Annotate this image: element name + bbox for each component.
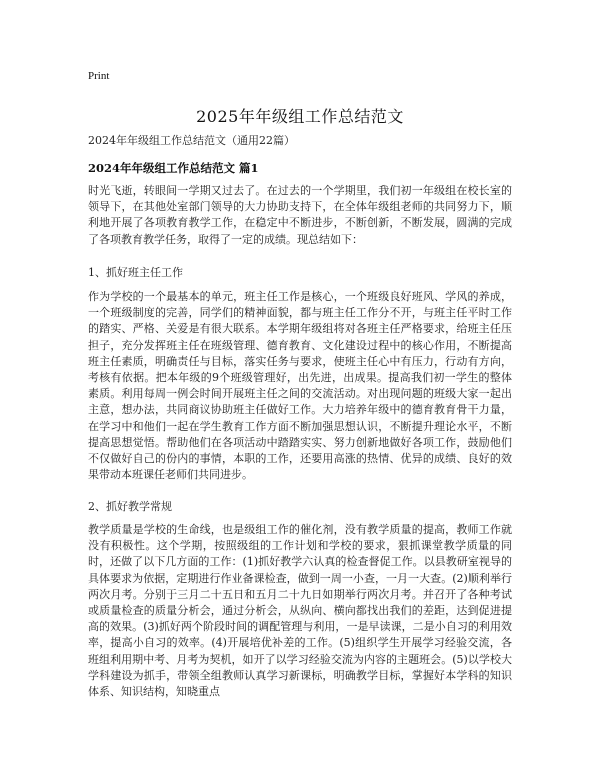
document-subtitle: 2024年年级组工作总结范文（通用22篇） [88, 134, 295, 147]
heading-class-work: 1、抓好班主任工作 [88, 266, 183, 279]
page-title: 2025年年级组工作总结范文 [196, 107, 404, 126]
intro-paragraph: 时光飞逝，转眼间一学期又过去了。在过去的一个学期里，我们初一年级组在校长室的领导下，在其他处室部门领导的大力协助支持下，在全体年级组老师的共同努力下，顺利地开展了各项教育教学工作，在稳定中不断进步，不断创新，不断发展，圆满的完成了各项教育教学任务，取得了一定的成绩。现总结如下： [88, 184, 512, 246]
print-link[interactable]: Print [88, 70, 110, 82]
class-work-paragraph: 作为学校的一个最基本的单元，班主任工作是核心，一个班级良好班风、学风的养成，一个班级制度的完善，同学们的精神面貌，都与班主任工作分不开，与班主任平时工作的踏实、严格、关爱是有很大联系。本学期年级组将对各班主任严格要求，给班主任压担子，充分发挥班主任在班级管理、德育教育、文化建设过程中的核心作用，不断提高班主任素质，明确责任与目标，落实任务与要求，使班主任心中有压力，行动有方向，考核有依据。把本年级的9个班级管理好，出先进，出成果。提高我们初一学生的整体素质。利用每周一例会时间开展班主任之间的交流活动。对出现问题的班级大家一起出主意，想办法，共同商议协助班主任做好工作。大力培养年级中的德育教育骨干力量，在学习中和他们一起在学生教育工作方面不断加强思想认识，不断提升理论水平，不断提高思想觉悟。帮助他们在各项活动中踏踏实实、努力创新地做好各项工作，鼓励他们不仅做好自己的份内的事情，本职的工作，还要用高涨的热情、优异的成绩、良好的效果带动本班课任老师们共同进步。 [88, 290, 512, 482]
section-heading: 2024年年级组工作总结范文 篇1 [88, 161, 259, 175]
teaching-paragraph: 教学质量是学校的生命线，也是级组工作的催化剂，没有教学质量的提高，教师工作就没有积极性。这个学期，按照级组的工作计划和学校的要求，狠抓课堂教学质量的同时，还做了以下几方面的工作：(1)抓好教学六认真的检查督促工作。以县教研室视导的具体要求为依据，定期进行作业备课检查，做到一周一小查，一月一大查。(2)顺利举行两次月考。分别于三月二十五日和五月二十九日如期举行两次月考。并召开了各种考试或质量检查的质量分析会，通过分析会，从纵向、横向都找出我们的差距，达到促进提高的效果。(3)抓好两个阶段时间的调配管理与利用，一是早读课，二是小自习的利用效率，提高小自习的效率。(4)开展培优补差的工作。(5)组织学生开展学习经验交流，各班组利用期中考、月考为契机，如开了以学习经验交流为内容的主题班会。(5)以学校大学科建设为抓手，带领全组教师认真学习新课标，明确教学目标，掌握好本学科的知识体系、知识结构，知晓重点 [88, 523, 512, 699]
heading-teaching: 2、抓好教学常规 [88, 500, 172, 513]
